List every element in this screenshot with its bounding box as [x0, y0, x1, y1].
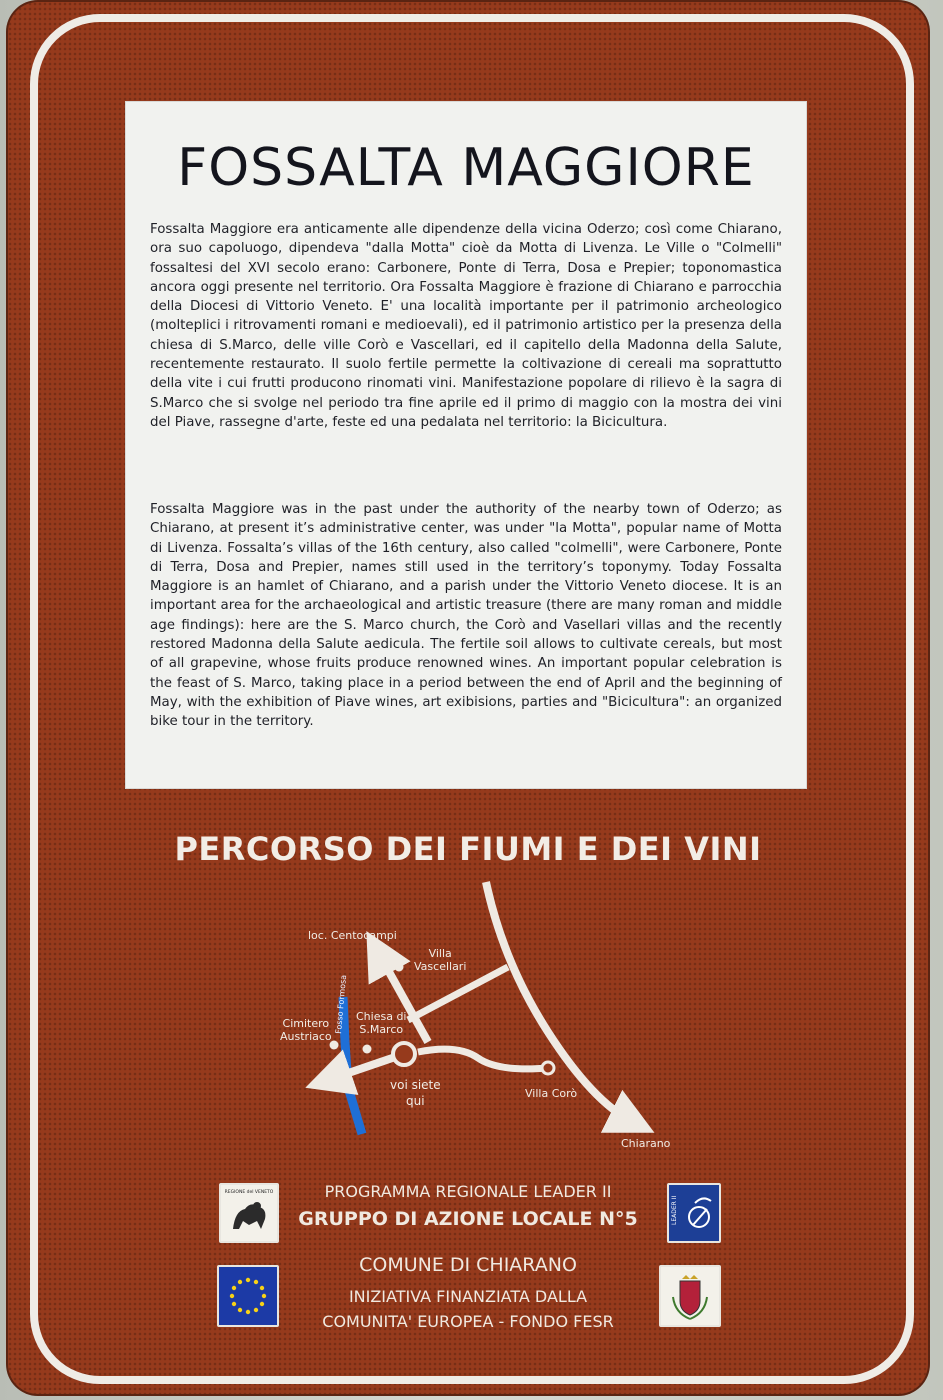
road-to-villa-coro: [418, 1049, 548, 1069]
footer-comune: COMUNE DI CHIARANO: [359, 1254, 577, 1276]
coat-of-arms-icon: [661, 1267, 719, 1325]
svg-text:REGIONE del VENETO: REGIONE del VENETO: [224, 1190, 274, 1195]
svg-text:LEADER II: LEADER II: [671, 1195, 678, 1225]
leader-icon: [669, 1185, 719, 1241]
chiesa-point: [363, 1045, 372, 1054]
sign-title: FOSSALTA MAGGIORE: [177, 138, 755, 198]
label-cimitero: Cimitero Austriaco: [280, 1017, 332, 1043]
road-cross: [408, 967, 508, 1020]
villa-vascellari-point: [395, 963, 404, 972]
road-sign: [8, 2, 928, 1394]
label-villa-coro: Villa Corò: [525, 1087, 578, 1100]
footer-program: PROGRAMMA REGIONALE LEADER II: [324, 1182, 612, 1201]
label-centocampi: loc. Centocampi: [308, 929, 397, 942]
english-text: Fossalta Maggiore was in the past under the authority of the nearby town of Oderzo; as Chiarano, at present it’s administrative center, was under "la Motta", popular name of Motta di Livenza. Fossalta’s villas of the 16th century, also called "colmelli", were Carbonere, Ponte di Terra, Dosa and Prepier, names still used in the territory’s toponymy. Today Fossalta Maggiore is an hamlet of Chiarano, and a parish under the Vittorio Veneto diocese. It is an important area for the archaeological and artistic treasure (there are many roman and middle age findings): here are the S. Marco church, the Corò and Vasellari villas and the recently restored Madonna della Salute aedicula. The fertile soil allows to cultivate cereals, but most of all grapevine, whose fruits produce renowned wines. An important popular celebration is the feast of S. Marco, taking place in a period between the end of April and the beginning of May, with the exhibition of Piave wines, art exibisions, parties and "Bicicultura": an organized bike tour in the territory.: [150, 502, 782, 730]
lion-icon: [221, 1185, 277, 1241]
eu-flag-logo: [217, 1265, 279, 1327]
footer-funding: INIZIATIVA FINANZIATA DALLA: [348, 1287, 588, 1306]
you-are-here-marker: [393, 1043, 415, 1065]
comune-chiarano-logo: [659, 1265, 721, 1327]
label-villa-vascellari: Villa Vascellari: [414, 947, 467, 973]
villa-coro-point: [542, 1062, 554, 1074]
eu-stars-icon: [219, 1267, 277, 1325]
label-chiesa: Chiesa di S.Marco: [356, 1010, 407, 1036]
footer-group: GRUPPO DI AZIONE LOCALE N°5: [298, 1208, 638, 1230]
regione-veneto-logo: [219, 1183, 279, 1243]
leader-ii-logo: [667, 1183, 721, 1243]
footer-eu-fund: COMUNITA' EUROPEA - FONDO FESR: [322, 1312, 614, 1331]
italian-text: Fossalta Maggiore era anticamente alle dipendenze della vicina Oderzo; così come Chiarano, ora suo capoluogo, dipendeva "dalla Motta" cioè da Motta di Livenza. Le Ville o "Colmelli" fossaltesi del XVI secolo erano: Carbonere, Ponte di Terra, Dosa e Prepier; toponomastica ancora oggi presente nel territorio. Ora Fossalta Maggiore è frazione di Chiarano e parrocchia della Diocesi di Vittorio Veneto. E' una località importante per il patrimonio archeologico (molteplici i ritrovamenti romani e medioevali), ed il patrimonio artistico per la presenza della chiesa di S.Marco, delle ville Corò e Vascellari, ed il capitello della Madonna della Salute, recentemente restaurato. Il suolo fertile permette la coltivazione di cereali ma soprattutto della vite i cui frutti producono rinomati vini. Manifestazione popolare di rilievo è la sagra di S.Marco che si svolge nel periodo tra fine aprile ed il primo di maggio con la mostra dei vini del Piave, rassegne d'arte, feste ed una pedalata nel territorio: la Bicicultura.: [150, 222, 782, 430]
road-to-chiarano: [486, 882, 633, 1122]
label-you-are-here: voi siete qui: [390, 1078, 441, 1108]
label-chiarano: Chiarano: [621, 1137, 671, 1150]
river-label: Fosso Formosa: [334, 974, 349, 1035]
route-title: PERCORSO DEI FIUMI E DEI VINI: [174, 830, 762, 868]
